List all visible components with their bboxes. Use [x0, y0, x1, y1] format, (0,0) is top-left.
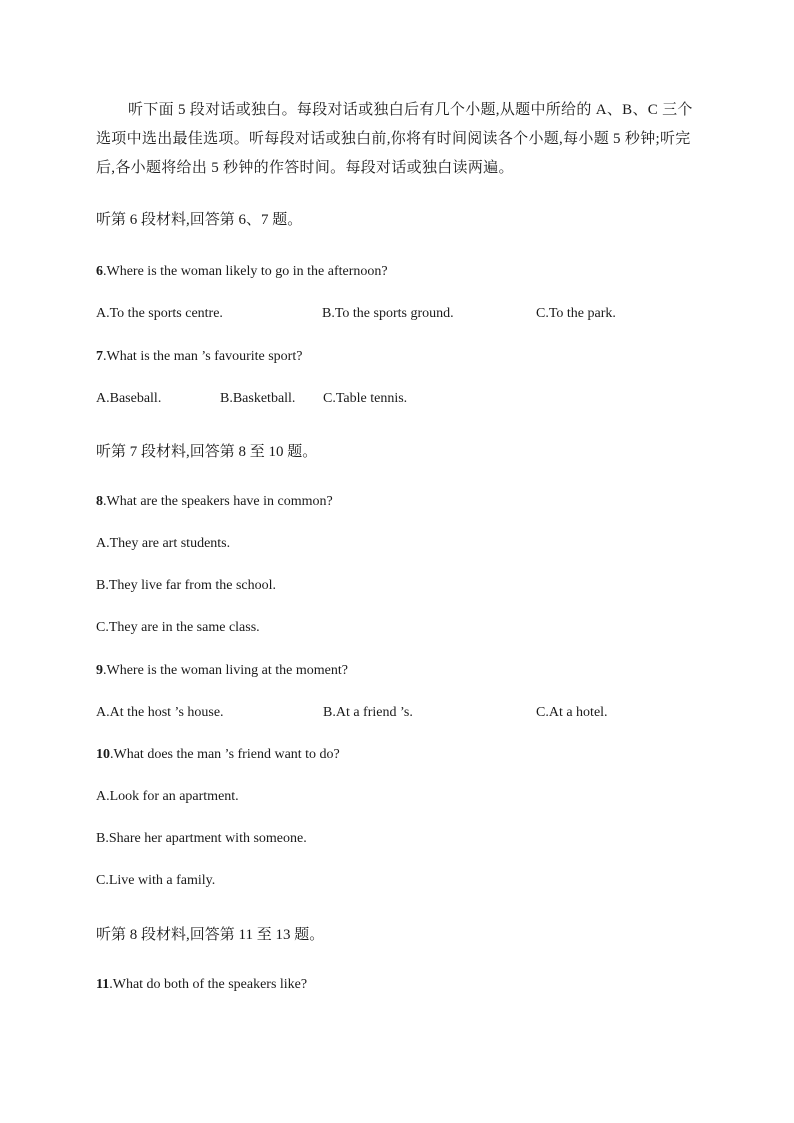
question-text: .What do both of the speakers like?	[109, 977, 308, 992]
section-heading-8: 听第 8 段材料,回答第 11 至 13 题。	[96, 927, 325, 943]
option-9-a: A.At the host ’s house.	[96, 705, 224, 720]
option-9-b: B.At a friend ’s.	[323, 705, 413, 720]
option-10-b: B.Share her apartment with someone.	[96, 831, 307, 846]
question-text: .Where is the woman likely to go in the afternoon?	[103, 264, 388, 279]
option-10-c: C.Live with a family.	[96, 873, 216, 888]
question-9	[96, 663, 348, 679]
question-text: .Where is the woman living at the moment?	[103, 663, 348, 678]
section-heading-7: 听第 7 段材料,回答第 8 至 10 题。	[96, 444, 318, 460]
option-9-c: C.At a hotel.	[536, 705, 608, 720]
option-7-c: C.Table tennis.	[323, 391, 408, 406]
option-6-a: A.To the sports centre.	[96, 306, 223, 321]
question-text: .What are the speakers have in common?	[103, 494, 333, 509]
question-number: 9	[96, 663, 103, 678]
question-text: .What does the man ’s friend want to do?	[110, 747, 340, 762]
section-heading-6: 听第 6 段材料,回答第 6、7 题。	[96, 212, 303, 228]
question-number: 11	[96, 977, 110, 992]
question-8	[96, 494, 333, 510]
option-6-c: C.To the park.	[536, 306, 616, 321]
question-6	[96, 264, 388, 280]
option-6-b: B.To the sports ground.	[322, 306, 454, 321]
option-8-b: B.They live far from the school.	[96, 578, 277, 593]
question-number: 10	[96, 747, 110, 762]
question-text: .What is the man ’s favourite sport?	[103, 349, 303, 364]
question-number: 7	[96, 349, 103, 364]
option-10-a: A.Look for an apartment.	[96, 789, 239, 804]
question-number: 6	[96, 264, 103, 279]
question-number: 8	[96, 494, 103, 509]
question-7	[96, 349, 302, 365]
instructions-paragraph: 听下面 5 段对话或独白。每段对话或独白后有几个小题,从题中所给的 A、B、C 三个选项中选出最佳选项。听每段对话或独白前,你将有时间阅读各个小题,每小题 5 秒钟;听完后,各小题将给出 5 秒钟的作答时间。每段对话或独白读两遍。	[96, 102, 693, 176]
option-8-a: A.They are art students.	[96, 536, 231, 551]
question-11	[96, 977, 307, 993]
option-8-c: C.They are in the same class.	[96, 620, 260, 635]
option-7-a: A.Baseball.	[96, 391, 162, 406]
option-7-b: B.Basketball.	[220, 391, 296, 406]
question-10	[96, 747, 340, 763]
